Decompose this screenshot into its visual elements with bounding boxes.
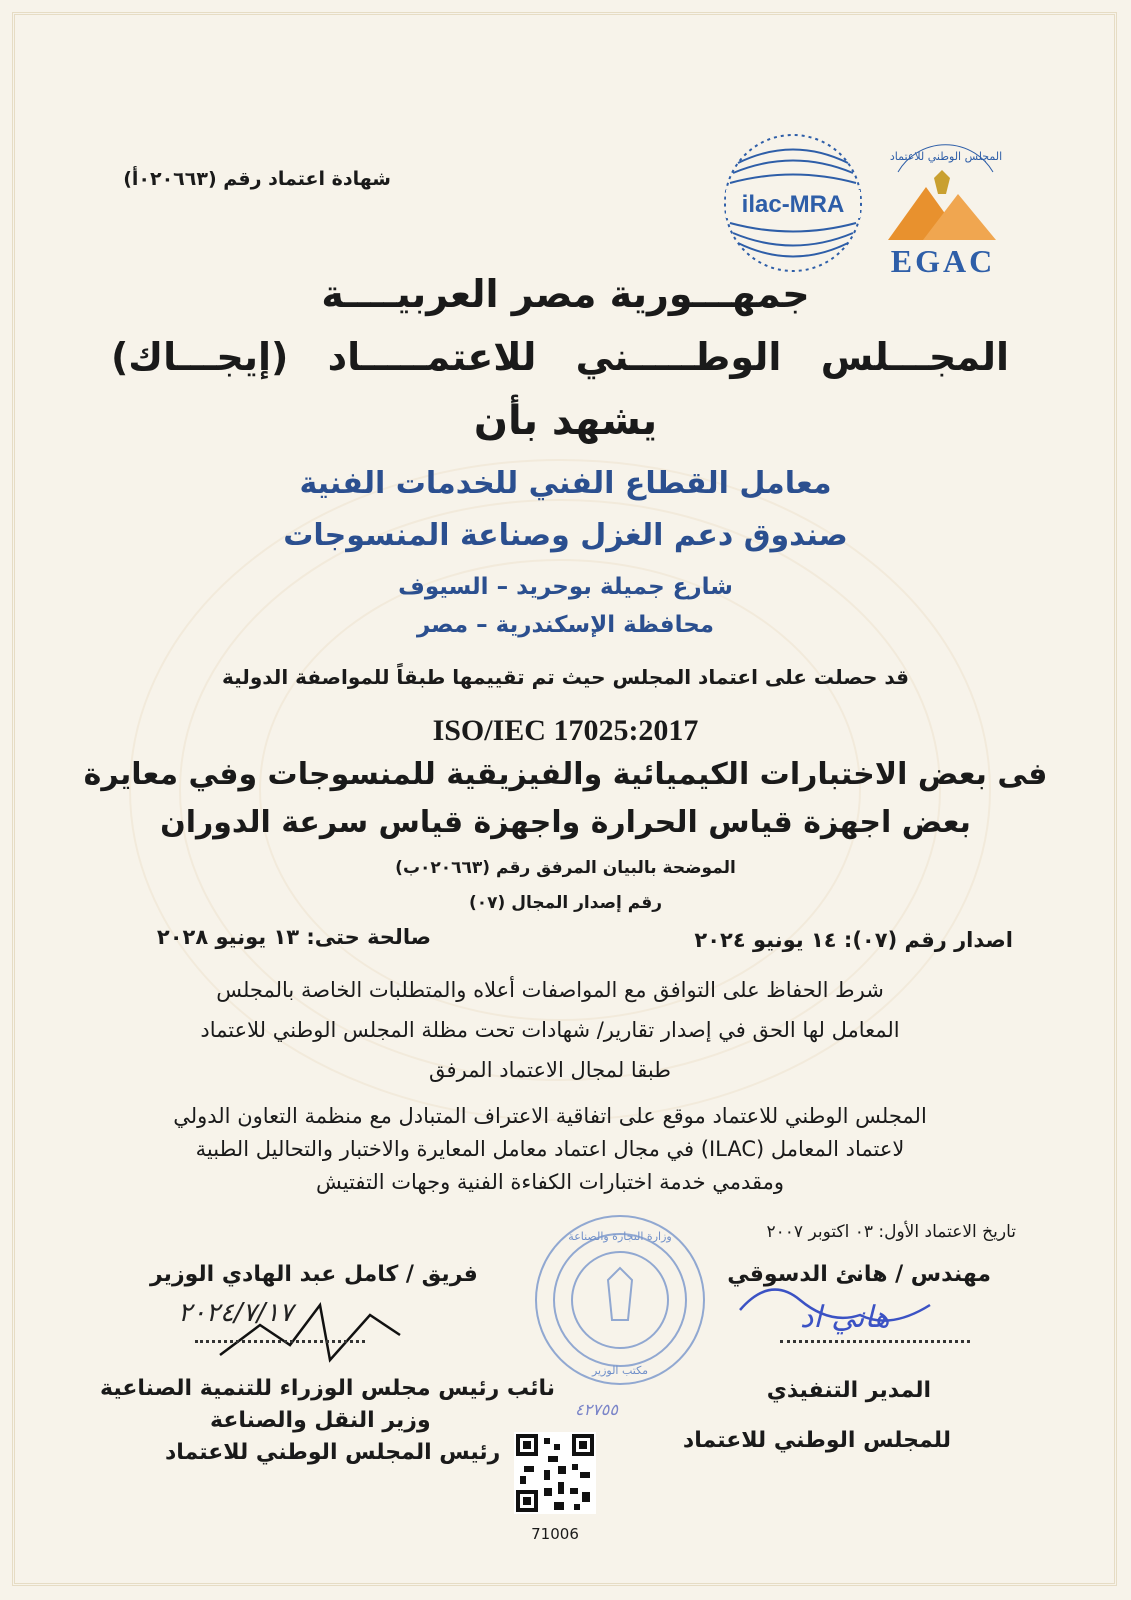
- ilac-line1: المجلس الوطني للاعتماد موقع على اتفاقية الاعتراف المتبادل مع منظمة التعاون الدولي: [173, 1104, 927, 1128]
- egac-logo-arabic: المجلس الوطني للاعتماد: [889, 150, 1003, 163]
- ilac-line3: ومقدمي خدمة اختبارات الكفاءة الفنية وجهات التفتيش: [315, 1170, 785, 1194]
- valid-until: صالحة حتى: ١٣ يونيو ٢٠٢٨: [156, 925, 431, 949]
- handwritten-date: ٢٠٢٤/٧/١٧: [178, 1298, 294, 1328]
- issue-date: اصدار رقم (٠٧): ١٤ يونيو ٢٠٢٤: [694, 928, 1013, 952]
- chairman-title2: وزير النقل والصناعة: [210, 1408, 431, 1433]
- seal-number: ٤٢٧٥٥: [575, 1400, 618, 1419]
- chairman-name: فريق / كامل عبد الهادي الوزير: [150, 1262, 478, 1287]
- council-title: المجـــلس الوطـــــني للاعتمـــــاد (إيجـــاك): [110, 335, 1010, 379]
- executive-director-signature: هاني اد: [800, 1300, 890, 1335]
- executive-director-name: مهندس / هانئ الدسوقي: [727, 1262, 991, 1287]
- obtained-statement: قد حصلت على اعتماد المجلس حيث تم تقييمها طبقاً للمواصفة الدولية: [222, 665, 909, 689]
- chairman-title1: نائب رئيس مجلس الوزراء للتنمية الصناعية: [100, 1376, 555, 1401]
- ilac-statement: [130, 1100, 970, 1199]
- ministry-seal: [530, 1210, 710, 1390]
- conditions-paragraph: [130, 970, 970, 1090]
- lab-address-line2: محافظة الإسكندرية – مصر: [416, 612, 715, 638]
- seal-text: وزارة التجارة والصناعة: [568, 1230, 672, 1243]
- executive-title: المدير التنفيذي: [766, 1378, 931, 1403]
- ilac-mra-logo: [718, 128, 868, 278]
- lab-name-line1: معامل القطاع الفني للخدمات الفنية: [299, 466, 832, 501]
- republic-title: جمهـــورية مصر العربيــــة: [321, 272, 810, 316]
- executive-signature-stroke: [730, 1270, 990, 1340]
- ilac-line2: لاعتماد المعامل (ILAC) في مجال اعتماد معامل المعايرة والاختبار والتحاليل الطبية: [195, 1137, 905, 1161]
- scope-issue-number: رقم إصدار المجال (٠٧): [468, 893, 662, 913]
- egac-logo-text: EGAC: [890, 243, 996, 279]
- executive-council: للمجلس الوطني للاعتماد: [682, 1428, 951, 1453]
- chairman-signature-stroke: [200, 1285, 420, 1375]
- scope-line2: بعض اجهزة قياس الحرارة واجهزة قياس سرعة الدوران: [160, 805, 971, 840]
- conditions-line3: طبقا لمجال الاعتماد المرفق: [429, 1058, 671, 1082]
- scope-line1: فى بعض الاختبارات الكيميائية والفيزيقية للمنسوجات وفي معايرة: [83, 757, 1048, 792]
- ilac-logo-text: ilac-MRA: [741, 191, 845, 218]
- executive-signature-line: [780, 1340, 970, 1343]
- iso-standard: ISO/IEC 17025:2017: [432, 714, 699, 747]
- certifies-heading: يشهد بأن: [473, 398, 658, 444]
- annex-reference: الموضحة بالبيان المرفق رقم (٠٢٠٦٦٣ب): [395, 858, 736, 878]
- lab-address-line1: شارع جميلة بوحريد – السيوف: [398, 574, 733, 600]
- certificate-number: شهادة اعتماد رقم (٠٢٠٦٦٣أ): [123, 168, 391, 190]
- first-accreditation-date: تاريخ الاعتماد الأول: ٠٣ اكتوبر ٢٠٠٧: [766, 1222, 1016, 1242]
- conditions-line2: المعامل لها الحق في إصدار تقارير/ شهادات تحت مظلة المجلس الوطني للاعتماد: [200, 1018, 900, 1042]
- conditions-line1: شرط الحفاظ على التوافق مع المواصفات أعلاه والمتطلبات الخاصة بالمجلس: [216, 978, 884, 1002]
- chairman-title3: رئيس المجلس الوطني للاعتماد: [165, 1440, 501, 1465]
- lab-name-line2: صندوق دعم الغزل وصناعة المنسوجات: [283, 518, 848, 553]
- chairman-signature-line: [195, 1340, 365, 1343]
- qr-code: [514, 1432, 596, 1514]
- certificate-serial: 71006: [531, 1525, 579, 1543]
- seal-sub: مكتب الوزير: [591, 1364, 649, 1377]
- egac-logo: [868, 132, 1018, 282]
